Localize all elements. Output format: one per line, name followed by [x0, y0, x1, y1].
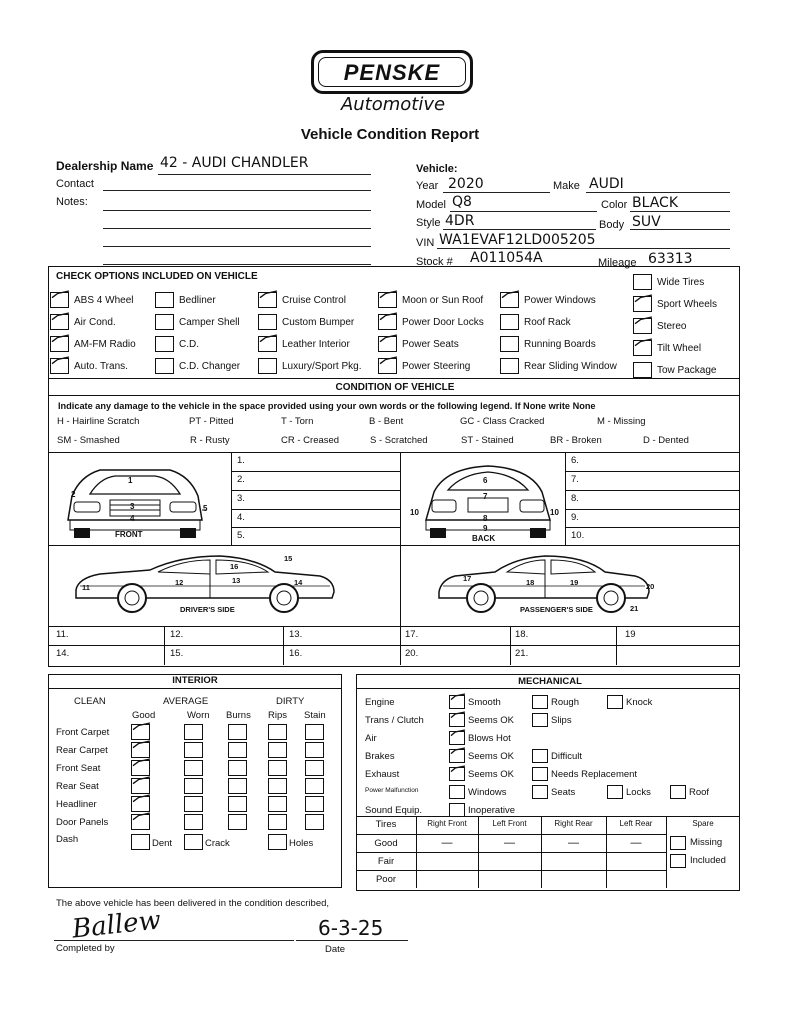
mechanical-row-label: Exhaust	[365, 769, 400, 780]
interior-row-label: Front Carpet	[56, 727, 110, 738]
driver-callout: 11	[82, 583, 90, 592]
mechanical-checkbox[interactable]	[670, 785, 686, 799]
option-checkbox[interactable]	[155, 292, 174, 308]
back-callout: 10	[550, 508, 559, 517]
interior-checkbox[interactable]	[305, 724, 324, 740]
legend-item: CR - Creased	[281, 435, 340, 446]
option-checkbox[interactable]	[258, 358, 277, 374]
car-back-diagram	[418, 462, 558, 540]
damage-line[interactable]	[565, 471, 740, 472]
mechanical-row-label: Engine	[365, 697, 395, 708]
mechanical-checkbox[interactable]	[532, 713, 548, 727]
option-label: C.D.	[179, 339, 199, 350]
page-title: Vehicle Condition Report	[300, 126, 480, 143]
mechanical-option-label: Slips	[551, 715, 572, 726]
option-label: Tow Package	[657, 365, 717, 376]
option-checkbox[interactable]	[258, 292, 277, 308]
option-checkbox[interactable]	[633, 296, 652, 312]
vin-label: VIN	[416, 237, 435, 249]
front-callout: 3	[130, 502, 135, 511]
passenger-side-caption: PASSENGER'S SIDE	[520, 605, 593, 614]
mechanical-checkbox[interactable]	[449, 767, 465, 781]
color-value[interactable]: BLACK	[632, 195, 679, 211]
mechanical-option-label: Difficult	[551, 751, 582, 762]
passenger-callout: 20	[646, 582, 655, 591]
option-label: Moon or Sun Roof	[402, 295, 484, 306]
mechanical-option-label: Blows Hot	[468, 733, 511, 744]
spare-option-label: Missing	[690, 837, 723, 848]
mechanical-option-label: Roof	[689, 787, 710, 798]
dealership-name-value[interactable]: 42 - AUDI CHANDLER	[160, 155, 309, 171]
tires-row-label: Poor	[375, 874, 397, 885]
mechanical-option-label: Seems OK	[468, 715, 514, 726]
damage-number: 19	[625, 629, 636, 640]
damage-number: 17.	[405, 629, 419, 640]
interior-sub-stain: Stain	[304, 710, 326, 721]
mechanical-option-label: Knock	[626, 697, 653, 708]
grid-divider	[164, 626, 165, 665]
mechanical-checkbox[interactable]	[607, 785, 623, 799]
grid-divider	[283, 626, 284, 665]
year-label: Year	[416, 180, 439, 192]
damage-number: 10.	[571, 530, 585, 541]
interior-checkbox[interactable]	[268, 778, 287, 794]
option-label: Tilt Wheel	[657, 343, 702, 354]
damage-number: 5.	[237, 530, 245, 541]
option-label: Wide Tires	[657, 277, 705, 288]
tires-line	[356, 870, 666, 871]
interior-row-label: Front Seat	[56, 763, 101, 774]
mechanical-row-label: Power Malfunction	[365, 787, 419, 794]
damage-number: 13.	[289, 629, 303, 640]
dash-dent-label: Dent	[152, 838, 173, 849]
interior-checkbox[interactable]	[268, 724, 287, 740]
option-label: ABS 4 Wheel	[74, 295, 134, 306]
dash-crack-checkbox[interactable]	[184, 834, 203, 850]
year-value[interactable]: 2020	[448, 176, 484, 192]
mechanical-option-label: Seats	[551, 787, 576, 798]
legend-item: BR - Broken	[550, 435, 602, 446]
option-checkbox[interactable]	[378, 314, 397, 330]
mechanical-checkbox[interactable]	[449, 749, 465, 763]
option-label: Power Door Locks	[402, 317, 484, 328]
option-checkbox[interactable]	[378, 336, 397, 352]
mechanical-option-label: Seems OK	[468, 751, 514, 762]
body-label: Body	[599, 219, 625, 231]
option-label: Power Seats	[402, 339, 459, 350]
interior-row-label: Rear Carpet	[56, 745, 108, 756]
mechanical-checkbox[interactable]	[532, 767, 548, 781]
condition-heading: CONDITION OF VEHICLE	[335, 382, 455, 393]
option-label: Power Steering	[402, 361, 471, 372]
options-heading: CHECK OPTIONS INCLUDED ON VEHICLE	[56, 271, 258, 282]
make-label: Make	[553, 180, 580, 192]
legend-item: ST - Stained	[461, 435, 514, 446]
option-checkbox[interactable]	[633, 340, 652, 356]
interior-checkbox[interactable]	[228, 814, 247, 830]
back-callout: 9	[483, 524, 488, 533]
interior-checkbox[interactable]	[228, 778, 247, 794]
mechanical-checkbox[interactable]	[449, 731, 465, 745]
dash-holes-checkbox[interactable]	[268, 834, 287, 850]
damage-number: 20.	[405, 648, 419, 659]
dash-label: Dash	[56, 834, 79, 845]
option-checkbox[interactable]	[155, 358, 174, 374]
mechanical-option-label: Seems OK	[468, 769, 514, 780]
body-value[interactable]: SUV	[632, 214, 661, 230]
option-label: Leather Interior	[282, 339, 350, 350]
driver-callout: 12	[175, 578, 184, 587]
back-callout: 7	[483, 492, 488, 501]
stock-value[interactable]: A011054A	[470, 250, 543, 266]
dash-holes-label: Holes	[289, 838, 314, 849]
interior-col-dirty: DIRTY	[276, 696, 305, 707]
legend-item: M - Missing	[597, 416, 646, 427]
penske-logo	[311, 50, 473, 94]
tire-condition-mark[interactable]: —	[441, 837, 453, 849]
damage-number: 12.	[170, 629, 184, 640]
interior-checkbox[interactable]	[228, 796, 247, 812]
option-label: Luxury/Sport Pkg.	[282, 361, 362, 372]
interior-col-clean: CLEAN	[74, 696, 106, 707]
passenger-callout: 18	[526, 578, 535, 587]
back-caption: BACK	[472, 534, 496, 543]
tire-condition-mark[interactable]: —	[504, 837, 515, 849]
legend-item: H - Hairline Scratch	[57, 416, 140, 427]
mechanical-row-label: Brakes	[365, 751, 395, 762]
stock-label: Stock #	[416, 256, 453, 268]
driver-callout: 16	[230, 562, 239, 571]
damage-number: 14.	[56, 648, 70, 659]
damage-line[interactable]	[231, 527, 400, 528]
tire-condition-mark[interactable]: —	[568, 837, 579, 849]
tires-header: Spare	[692, 819, 714, 828]
spare-checkbox[interactable]	[670, 836, 686, 850]
mechanical-checkbox[interactable]	[532, 749, 548, 763]
damage-line[interactable]	[231, 509, 400, 510]
interior-checkbox[interactable]	[268, 742, 287, 758]
interior-col-average: AVERAGE	[163, 696, 209, 707]
damage-number: 6.	[571, 455, 579, 466]
option-label: Stereo	[657, 321, 687, 332]
mechanical-option-label: Locks	[626, 787, 651, 798]
damage-number: 16.	[289, 648, 303, 659]
damage-number: 15.	[170, 648, 184, 659]
mechanical-row-label: Air	[365, 733, 377, 744]
option-label: Roof Rack	[524, 317, 571, 328]
legend-item: B - Bent	[369, 416, 404, 427]
make-value[interactable]: AUDI	[589, 176, 624, 192]
driver-callout: 15	[284, 554, 293, 563]
option-label: Rear Sliding Window	[524, 361, 617, 372]
option-label: Camper Shell	[179, 317, 240, 328]
option-checkbox[interactable]	[633, 274, 652, 290]
driver-callout: 13	[232, 576, 241, 585]
interior-checkbox[interactable]	[131, 724, 150, 740]
interior-checkbox[interactable]	[184, 778, 203, 794]
damage-number: 3.	[237, 493, 245, 504]
damage-number: 4.	[237, 512, 245, 523]
tires-header: Right Front	[427, 819, 467, 828]
grid-divider	[400, 626, 401, 665]
damage-number: 9.	[571, 512, 579, 523]
mechanical-option-label: Needs Replacement	[551, 769, 638, 780]
tires-line	[356, 816, 740, 817]
option-label: Power Windows	[524, 295, 596, 306]
damage-number: 18.	[515, 629, 529, 640]
front-callout: 5	[203, 504, 208, 513]
mechanical-option-label: Inoperative	[468, 805, 516, 816]
front-callout: 2	[71, 490, 76, 499]
interior-checkbox[interactable]	[184, 796, 203, 812]
interior-row-label: Rear Seat	[56, 781, 99, 792]
legend-item: D - Dented	[643, 435, 689, 446]
front-caption: FRONT	[115, 530, 143, 539]
option-label: Cruise Control	[282, 295, 346, 306]
tires-row-label: Fair	[377, 856, 395, 867]
passenger-callout: 19	[570, 578, 579, 587]
condition-instructions: Indicate any damage to the vehicle in the space provided using your own words or the following legend. If None write None	[58, 401, 596, 411]
option-checkbox[interactable]	[155, 314, 174, 330]
style-label: Style	[416, 217, 441, 229]
notes-line[interactable]	[103, 228, 371, 229]
option-label: AM-FM Radio	[74, 339, 136, 350]
option-label: Bedliner	[179, 295, 216, 306]
delivery-statement: The above vehicle has been delivered in the condition described,	[56, 898, 330, 909]
damage-number: 11.	[56, 629, 69, 640]
contact-label: Contact	[56, 178, 94, 190]
vehicle-heading: Vehicle:	[416, 163, 458, 175]
interior-sub-worn: Worn	[187, 710, 210, 721]
spare-checkbox[interactable]	[670, 854, 686, 868]
interior-checkbox[interactable]	[305, 814, 324, 830]
interior-checkbox[interactable]	[131, 742, 150, 758]
mechanical-checkbox[interactable]	[532, 785, 548, 799]
back-callout: 10	[410, 508, 419, 517]
back-callout: 8	[483, 514, 488, 523]
mileage-label: Mileage	[598, 257, 637, 269]
option-checkbox[interactable]	[378, 292, 397, 308]
front-callout: 1	[128, 476, 133, 485]
notes-label: Notes:	[56, 196, 88, 208]
option-checkbox[interactable]	[633, 318, 652, 334]
style-value[interactable]: 4DR	[445, 213, 475, 229]
back-callout: 6	[483, 476, 488, 485]
option-checkbox[interactable]	[50, 292, 69, 308]
option-checkbox[interactable]	[258, 314, 277, 330]
interior-checkbox[interactable]	[268, 796, 287, 812]
mechanical-checkbox[interactable]	[449, 713, 465, 727]
mechanical-checkbox[interactable]	[449, 785, 465, 799]
notes-line[interactable]	[103, 246, 371, 247]
option-label: C.D. Changer	[179, 361, 241, 372]
interior-checkbox[interactable]	[305, 778, 324, 794]
spare-option-label: Included	[690, 855, 726, 866]
mechanical-row-label: Sound Equip.	[365, 805, 423, 816]
damage-line[interactable]	[565, 527, 740, 528]
option-label: Running Boards	[524, 339, 596, 350]
damage-line[interactable]	[231, 471, 400, 472]
damage-number: 21.	[515, 648, 529, 659]
color-label: Color	[601, 199, 628, 211]
tires-header: Left Front	[492, 819, 527, 828]
legend-item: SM - Smashed	[57, 435, 120, 446]
damage-number: 2.	[237, 474, 245, 485]
option-checkbox[interactable]	[50, 336, 69, 352]
tire-condition-mark[interactable]: —	[630, 837, 642, 849]
interior-checkbox[interactable]	[131, 778, 150, 794]
legend-item: R - Rusty	[190, 435, 230, 446]
tires-line	[356, 852, 666, 853]
legend-item: PT - Pitted	[189, 416, 234, 427]
option-label: Sport Wheels	[657, 299, 718, 310]
interior-checkbox[interactable]	[131, 796, 150, 812]
option-checkbox[interactable]	[50, 358, 69, 374]
tires-row-label: Good	[374, 838, 398, 849]
brand-text: PENSKE	[343, 60, 441, 85]
interior-sub-rips: Rips	[268, 710, 288, 721]
notes-line[interactable]	[103, 264, 371, 265]
dealership-name-label: Dealership Name	[56, 159, 154, 173]
date-label: Date	[325, 944, 346, 955]
option-checkbox[interactable]	[500, 292, 519, 308]
option-label: Auto. Trans.	[74, 361, 128, 372]
option-checkbox[interactable]	[258, 336, 277, 352]
passenger-callout: 21	[630, 604, 639, 613]
passenger-callout: 17	[463, 574, 472, 583]
model-label: Model	[416, 199, 446, 211]
mechanical-checkbox[interactable]	[607, 695, 623, 709]
interior-checkbox[interactable]	[228, 760, 247, 776]
sub-brand: Automotive	[340, 94, 446, 115]
mechanical-option-label: Rough	[551, 697, 579, 708]
mechanical-row-label: Trans / Clutch	[365, 715, 424, 726]
interior-checkbox[interactable]	[131, 760, 150, 776]
model-value[interactable]: Q8	[452, 194, 472, 210]
interior-row-label: Door Panels	[56, 817, 109, 828]
option-checkbox[interactable]	[500, 314, 519, 330]
completed-by-label: Completed by	[56, 943, 115, 954]
damage-number: 8.	[571, 493, 579, 504]
dash-dent-checkbox[interactable]	[131, 834, 150, 850]
date-value[interactable]: 6-3-25	[318, 916, 384, 940]
mechanical-checkbox[interactable]	[449, 803, 465, 817]
interior-row-label: Headliner	[56, 799, 97, 810]
grid-divider	[510, 626, 511, 665]
interior-heading: INTERIOR	[172, 675, 218, 686]
interior-sub-burns: Burns	[226, 710, 251, 721]
interior-checkbox[interactable]	[305, 796, 324, 812]
interior-checkbox[interactable]	[184, 724, 203, 740]
damage-number: 7.	[571, 474, 579, 485]
signature: Ballew	[70, 905, 163, 945]
interior-checkbox[interactable]	[305, 760, 324, 776]
mechanical-heading: MECHANICAL	[518, 676, 582, 687]
mechanical-checkbox[interactable]	[532, 695, 548, 709]
interior-checkbox[interactable]	[184, 760, 203, 776]
legend-item: GC - Class Cracked	[460, 416, 545, 427]
interior-checkbox[interactable]	[131, 814, 150, 830]
driver-side-caption: DRIVER'S SIDE	[180, 605, 235, 614]
driver-callout: 14	[294, 578, 303, 587]
interior-checkbox[interactable]	[184, 742, 203, 758]
option-label: Custom Bumper	[282, 317, 355, 328]
mileage-value[interactable]: 63313	[648, 251, 693, 267]
front-callout: 4	[130, 514, 135, 523]
option-checkbox[interactable]	[378, 358, 397, 374]
damage-number: 1.	[237, 455, 245, 466]
interior-checkbox[interactable]	[268, 814, 287, 830]
mechanical-checkbox[interactable]	[449, 695, 465, 709]
interior-sub-good: Good	[132, 710, 156, 721]
mechanical-option-label: Windows	[468, 787, 507, 798]
legend-item: S - Scratched	[370, 435, 428, 446]
option-checkbox[interactable]	[633, 362, 652, 378]
option-label: Air Cond.	[74, 317, 116, 328]
legend-item: T - Torn	[281, 416, 314, 427]
interior-checkbox[interactable]	[305, 742, 324, 758]
interior-checkbox[interactable]	[228, 724, 247, 740]
tires-header: Tires	[375, 819, 397, 830]
interior-checkbox[interactable]	[268, 760, 287, 776]
tires-header: Right Rear	[554, 819, 593, 828]
notes-line[interactable]	[103, 210, 371, 211]
mechanical-option-label: Smooth	[468, 697, 501, 708]
vin-value[interactable]: WA1EVAF12LD005205	[439, 232, 596, 248]
tires-header: Left Rear	[619, 819, 653, 828]
damage-line[interactable]	[231, 490, 400, 491]
damage-line[interactable]	[565, 509, 740, 510]
grid-divider	[616, 626, 617, 665]
interior-checkbox[interactable]	[184, 814, 203, 830]
dash-crack-label: Crack	[205, 838, 230, 849]
option-checkbox[interactable]	[500, 336, 519, 352]
tires-line	[356, 834, 666, 835]
contact-field[interactable]	[103, 190, 371, 191]
option-checkbox[interactable]	[155, 336, 174, 352]
interior-checkbox[interactable]	[228, 742, 247, 758]
option-checkbox[interactable]	[500, 358, 519, 374]
damage-line[interactable]	[565, 490, 740, 491]
option-checkbox[interactable]	[50, 314, 69, 330]
